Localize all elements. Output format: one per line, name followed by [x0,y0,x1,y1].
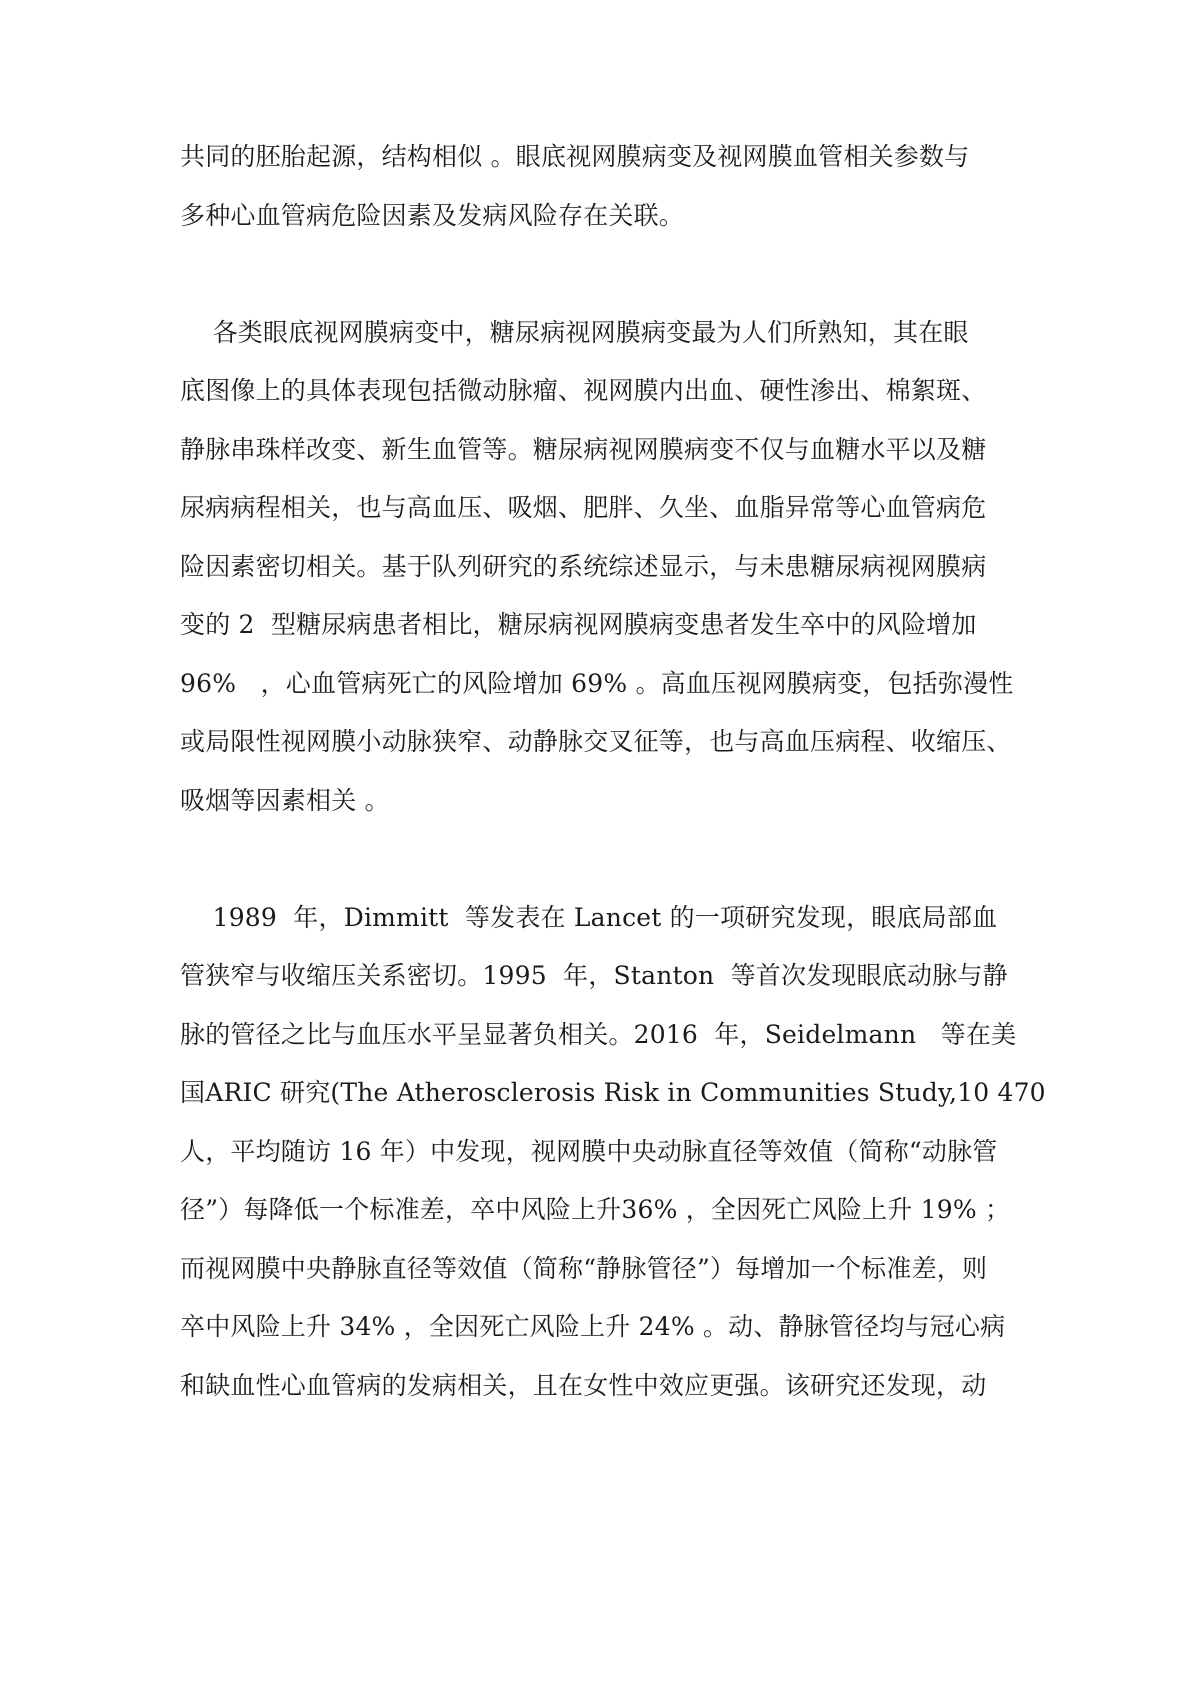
text-line: 吸烟等因素相关 。 [180,786,390,815]
text-line: 底图像上的具体表现包括微动脉瘤、视网膜内出血、硬性渗出、棉絮斑、 [180,376,987,405]
text-line: 1989 年，Dimmitt 等发表在 Lancet 的一项研究发现，眼底局部血 [180,903,998,932]
text-line: 多种心血管病危险因素及发病风险存在关联。 [180,201,685,230]
text-line: 尿病病程相关，也与高血压、吸烟、肥胖、久坐、血脂异常等心血管病危 [180,493,987,522]
text-line: 径”）每降低一个标准差，卒中风险上升36% ，全因死亡风险上升 19% ； [180,1195,1011,1224]
text-line: 静脉串珠样改变、新生血管等。糖尿病视网膜病变不仅与血糖水平以及糖 [180,435,987,464]
text-line: 或局限性视网膜小动脉狭窄、动静脉交叉征等，也与高血压病程、收缩压、 [180,727,1012,756]
text-line: 脉的管径之比与血压水平呈显著负相关。2016 年，Seidelmann 等在美 [180,1020,1017,1049]
text-line: 变的 2 型糖尿病患者相比，糖尿病视网膜病变患者发生卒中的风险增加 [180,610,977,639]
text-line: 共同的胚胎起源，结构相似 。眼底视网膜病变及视网膜血管相关参数与 [180,142,970,171]
text-line: 和缺血性心血管病的发病相关，且在女性中效应更强。该研究还发现，动 [180,1371,987,1400]
text-line: 人，平均随访 16 年）中发现，视网膜中央动脉直径等效值（简称“动脉管 [180,1137,998,1166]
text-line: 管狭窄与收缩压关系密切。1995 年，Stanton 等首次发现眼底动脉与静 [180,961,1008,990]
text-line: 96% ，心血管病死亡的风险增加 69% 。高血压视网膜病变，包括弥漫性 [180,669,1014,698]
text-line: 国ARIC 研究(The Atherosclerosis Risk in Communities Study,10 470 [180,1078,1046,1107]
text-line: 各类眼底视网膜病变中，糖尿病视网膜病变最为人们所熟知，其在眼 [180,318,969,347]
text-line: 而视网膜中央静脉直径等效值（简称“静脉管径”）每增加一个标准差，则 [180,1254,988,1283]
text-line: 险因素密切相关。基于队列研究的系统综述显示，与未患糖尿病视网膜病 [180,552,987,581]
text-line: 卒中风险上升 34% ，全因死亡风险上升 24% 。动、静脉管径均与冠心病 [180,1312,1006,1341]
